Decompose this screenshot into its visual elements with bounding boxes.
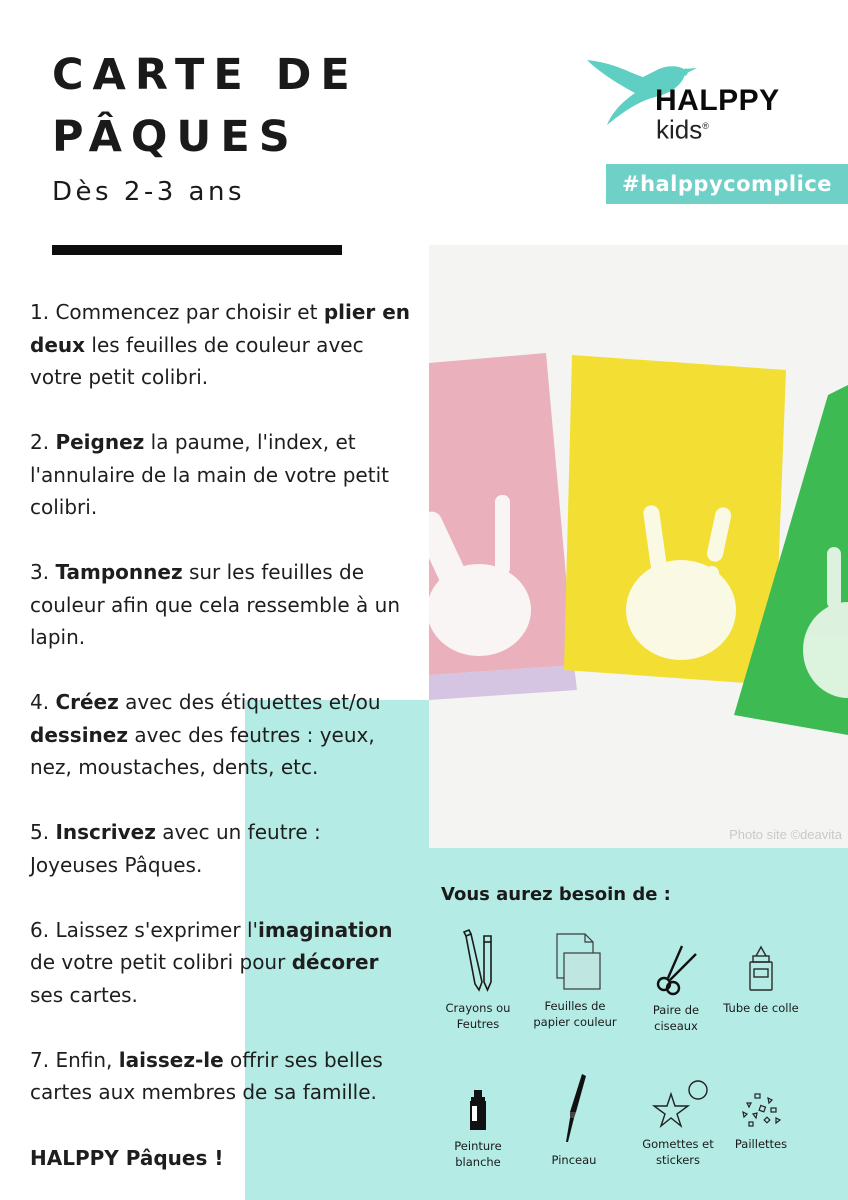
instruction-step	[30, 426, 415, 524]
handprint-bunny-cards-illustration	[429, 245, 848, 848]
brand-name: HALPPY	[655, 84, 780, 117]
paintbrush-icon	[554, 1072, 594, 1146]
step-text: avec des feutres : yeux, nez, moustaches, dents, etc.	[30, 722, 375, 779]
needs-item-label: Feuilles de papier couleur	[533, 999, 617, 1029]
step-bold-text: Créez	[55, 690, 119, 714]
step-text: avec un feutre : Joyeuses Pâques.	[30, 820, 321, 877]
needs-title: Vous aurez besoin de :	[441, 884, 671, 905]
step-text: 4.	[30, 690, 56, 714]
scissors-icon	[650, 940, 702, 996]
needs-item-label: Paillettes	[734, 1137, 788, 1151]
glitter-icon	[739, 1092, 783, 1130]
paint-tube-icon	[458, 1088, 498, 1132]
needs-item-paper	[530, 932, 620, 1030]
step-text: la paume, l'index, et l'annulaire de la main de votre petit colibri.	[30, 430, 389, 519]
needs-item-pencils	[433, 928, 523, 1032]
step-text: 5.	[30, 820, 56, 844]
step-text: 2.	[30, 430, 56, 454]
needs-item-brush	[529, 1072, 619, 1168]
step-text: 6. Laissez s'exprimer l'	[30, 917, 258, 942]
needs-item-stickers	[633, 1078, 723, 1168]
page-title	[52, 44, 359, 168]
age-subtitle: Dès 2-3 ans	[52, 177, 246, 207]
brand-sub	[656, 113, 709, 143]
title-underline-bar	[52, 245, 342, 255]
step-text: 3.	[30, 560, 56, 584]
needs-item-label: Pinceau	[551, 1153, 597, 1167]
needs-item-label: Gomettes et stickers	[642, 1137, 714, 1167]
step-bold-text: Peignez	[55, 430, 145, 454]
needs-item-label: Peinture blanche	[454, 1139, 502, 1169]
step-bold-text: dessinez	[30, 722, 128, 747]
needs-item-label: Tube de colle	[723, 1001, 799, 1015]
stickers-icon	[647, 1078, 709, 1130]
step-text: ses cartes.	[30, 982, 138, 1007]
pencils-icon	[458, 928, 498, 994]
instruction-step	[30, 556, 415, 654]
step-text: de votre petit colibri pour	[30, 950, 292, 974]
needs-item-paint	[433, 1088, 523, 1170]
step-bold-text: Inscrivez	[55, 820, 156, 844]
step-text: offrir ses belles cartes aux membres de sa famille.	[30, 1047, 383, 1104]
instruction-step	[30, 686, 415, 784]
instruction-step	[30, 816, 415, 881]
photo-credit: Photo site ©deavita	[729, 827, 842, 842]
needs-item-glue	[716, 944, 806, 1016]
title-line-1: CARTE DE	[52, 50, 359, 100]
hashtag-banner: #halppycomplice	[606, 164, 848, 204]
glue-tube-icon	[741, 944, 781, 994]
step-text: sur les feuilles de couleur afin que cela ressemble à un lapin.	[30, 560, 401, 649]
step-bold-text: décorer	[291, 950, 379, 974]
closing-line: HALPPY Pâques !	[30, 1146, 224, 1170]
instruction-steps	[30, 296, 415, 1141]
needs-item-label: Crayons ou Feutres	[445, 1001, 511, 1031]
needs-item-label: Paire de ciseaux	[652, 1003, 700, 1033]
title-line-2: PÂQUES	[52, 112, 299, 162]
step-text: avec des étiquettes et/ou	[118, 690, 381, 714]
instruction-step	[30, 296, 415, 394]
step-bold-text: Tamponnez	[55, 560, 183, 584]
needs-item-glitter	[716, 1092, 806, 1152]
paper-sheets-icon	[547, 932, 603, 992]
step-bold-text: laissez-le	[118, 1047, 224, 1072]
step-bold-text: imagination	[258, 917, 393, 942]
registered-mark: ®	[702, 121, 709, 131]
step-text: 1. Commencez par choisir et	[30, 300, 324, 324]
brand-sub-text: kids	[656, 114, 703, 145]
instruction-step	[30, 914, 415, 1012]
step-bold-text: plier en deux	[30, 300, 411, 357]
easter-cards-photo	[429, 245, 848, 848]
instruction-step	[30, 1044, 415, 1109]
needs-item-scissors	[631, 940, 721, 1034]
step-text: 7. Enfin,	[30, 1047, 119, 1072]
step-text: les feuilles de couleur avec votre petit colibri.	[30, 332, 364, 389]
